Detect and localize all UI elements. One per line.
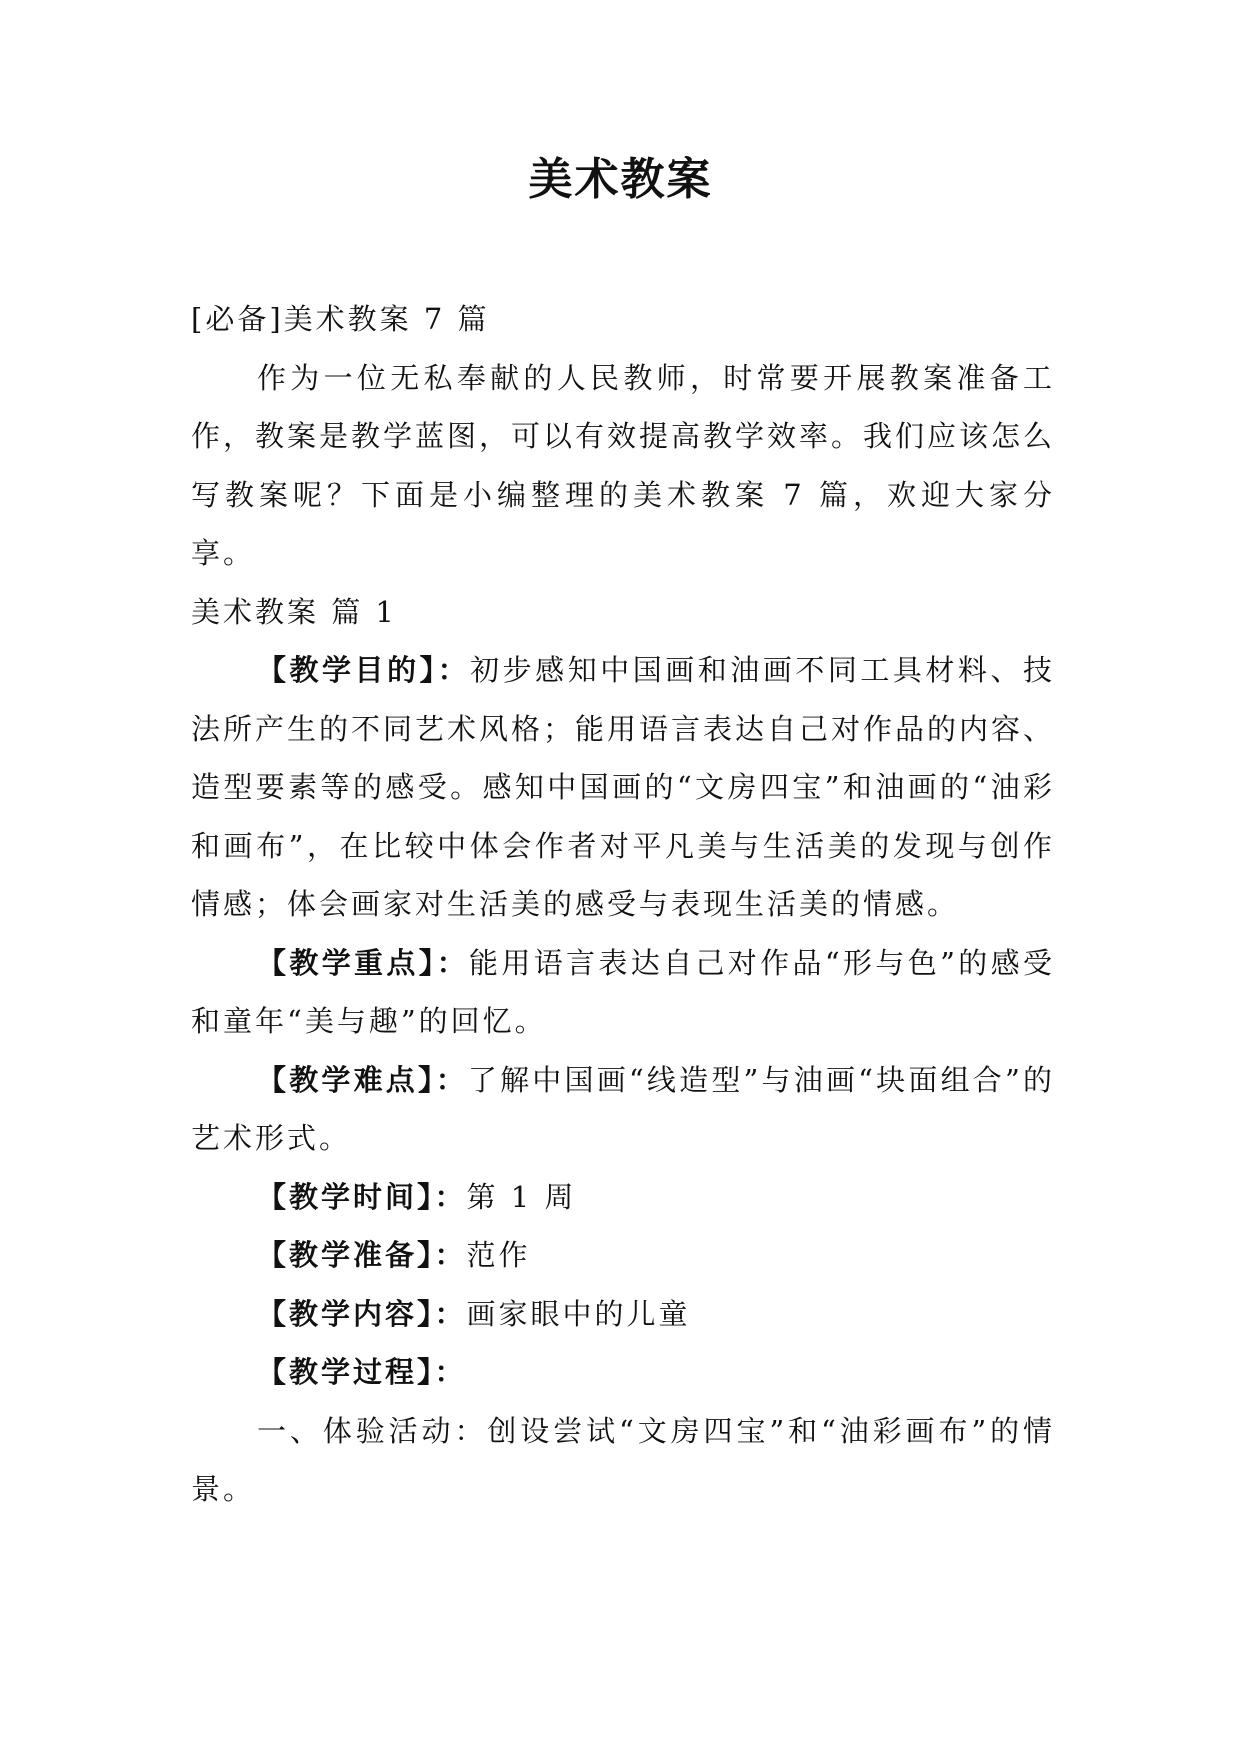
teaching-prep-text: 范作	[466, 1238, 531, 1272]
teaching-time-paragraph	[191, 1168, 1055, 1227]
document-body	[191, 290, 1055, 1519]
teaching-time-label: 【教学时间】：	[257, 1179, 467, 1214]
teaching-focus-text: 能用语言表达自己对作品“形与色”的感受和童年“美与趣”的回忆。	[191, 945, 1055, 1038]
teaching-prep-paragraph	[191, 1226, 1055, 1285]
document-title: 美术教案	[528, 154, 713, 205]
teaching-process-label: 【教学过程】：	[257, 1355, 467, 1389]
teaching-difficulty-label: 【教学难点】：	[257, 1062, 468, 1097]
section-heading: 美术教案 篇 1	[191, 594, 397, 629]
teaching-goal-label: 【教学目的】：	[257, 653, 471, 687]
teaching-focus-label: 【教学重点】：	[257, 945, 469, 980]
teaching-difficulty-text: 了解中国画“线造型”与油画“块面组合”的艺术形式。	[191, 1062, 1055, 1155]
teaching-prep-label: 【教学准备】：	[257, 1238, 467, 1272]
teaching-goal-text: 初步感知中国画和油画不同工具材料、技法所产生的不同艺术风格；能用语言表达自己对作品的内容、造型要素等的感受。感知中国画的“文房四宝”和油画的“油彩和画布”，在比较中体会作者对平凡美与生活美的发现与创作情感；体会画家对生活美的感受与表现生活美的情感。	[191, 653, 1056, 921]
teaching-content-label: 【教学内容】：	[257, 1296, 467, 1331]
teaching-difficulty-paragraph	[191, 1051, 1055, 1168]
document-subtitle: [必备]美术教案 7 篇	[191, 302, 490, 336]
teaching-process-paragraph	[191, 1343, 1055, 1402]
teaching-goal-paragraph	[191, 641, 1055, 934]
teaching-content-text: 画家眼中的儿童	[466, 1296, 691, 1331]
step-one-paragraph: 一、体验活动：创设尝试“文房四宝”和“油彩画布”的情景。	[191, 1413, 1055, 1506]
teaching-content-paragraph	[191, 1285, 1055, 1344]
teaching-time-text: 第 1 周	[466, 1179, 577, 1214]
teaching-focus-paragraph	[191, 934, 1055, 1051]
intro-paragraph: 作为一位无私奉献的人民教师，时常要开展教案准备工作，教案是教学蓝图，可以有效提高教学效率。我们应该怎么写教案呢？下面是小编整理的美术教案 7 篇，欢迎大家分享。	[191, 360, 1056, 570]
